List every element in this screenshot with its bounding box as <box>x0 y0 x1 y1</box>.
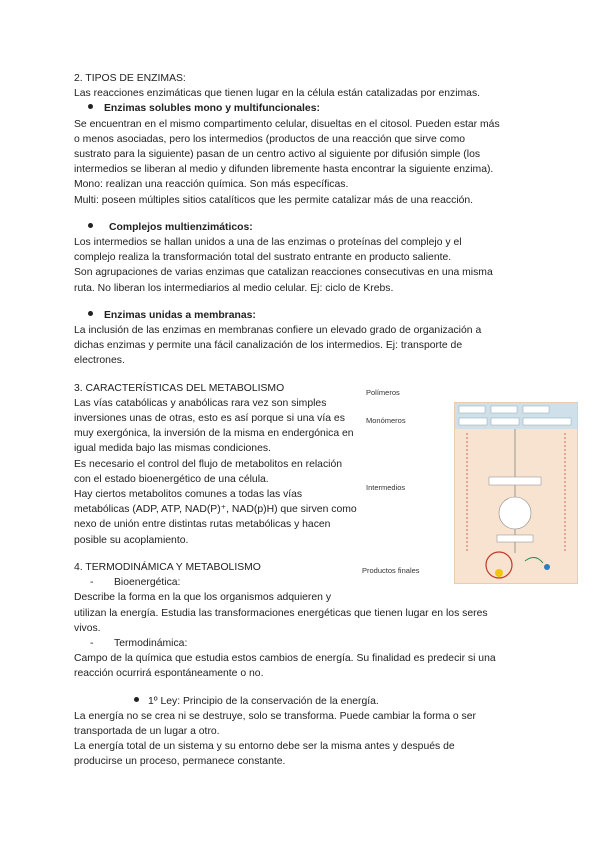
text-line: nexo de unión entre distintas rutas metabólicas y hacen <box>74 519 331 531</box>
text-line: Hay ciertos metabolitos comunes a todas las vías <box>74 489 303 501</box>
label-polimeros: Polímeros <box>366 388 400 397</box>
text-line: con el estado bioenergético de una célula. <box>74 473 269 485</box>
text-line: Se encuentran en el mismo compartimento celular, disueltas en el citosol. Pueden estar más <box>74 118 500 130</box>
text-line: La energía no se crea ni se destruye, solo se transforma. Puede cambiar la forma o ser <box>74 710 476 722</box>
label-productos-finales: Productos finales <box>362 566 420 575</box>
bullet-primera-ley <box>74 694 534 709</box>
krebs-cycle <box>499 497 531 529</box>
section-3-body <box>74 396 379 548</box>
text-line: La energía total de un sistema y su entorno debe ser la misma antes y después de <box>74 741 455 753</box>
text-line: vivos. <box>74 622 101 634</box>
enzimas-solubles-title: Enzimas solubles mono y multifuncionales: <box>104 103 320 115</box>
box-polimero-2 <box>491 406 517 413</box>
metabolism-figure <box>362 388 576 584</box>
text-line: Es necesario el control del flujo de metabolitos en relación <box>74 458 343 470</box>
bullet-dot-icon <box>88 311 93 316</box>
blue-drop-icon <box>544 564 550 570</box>
pathway-drawing <box>455 403 577 583</box>
box-monomero-3 <box>523 418 571 425</box>
text-line: posible su acoplamiento. <box>74 534 189 546</box>
text-line: sustrato para la siguiente) pasan de un centro activo al siguiente por difusión simple (los <box>74 149 481 161</box>
text-line: Mono: realizan una reacción química. Son más específicas. <box>74 179 349 191</box>
text-line: Multi: poseen múltiples sitios catalíticos que les permite catalizar más de una reacción. <box>74 194 474 206</box>
bioenergetica-title: Bioenergética: <box>114 577 181 589</box>
termodinamica-title: Termodinámica: <box>114 637 188 649</box>
atp-sun-icon <box>495 569 503 577</box>
box-polimero-1 <box>459 406 485 413</box>
bullet-dot-icon <box>134 697 139 702</box>
text-line: metabólicas (ADP, ATP, NAD(P)⁺, NAD(p)H) que sirven como <box>74 504 357 516</box>
bullet-complejos <box>74 220 534 235</box>
section-2-heading: 2. TIPOS DE ENZIMAS: <box>74 73 186 84</box>
section-3-heading: 3. CARACTERÍSTICAS DEL METABOLISMO <box>74 382 285 394</box>
text-line: transportada de un lugar a otro. <box>74 725 220 737</box>
bullet-dot-icon <box>88 223 93 228</box>
box-polimero-3 <box>523 406 549 413</box>
text-line: Campo de la química que estudia estos cambios de energía. Su finalidad es predecir si una <box>74 653 496 665</box>
metabolic-pathway-diagram <box>454 402 578 584</box>
dash-icon: - <box>90 637 94 649</box>
primera-ley-title: 1º Ley: Principio de la conservación de la energía. <box>148 695 379 707</box>
text-line: producirse un proceso, permanece constante. <box>74 756 286 768</box>
dash-termodinamica <box>74 636 534 651</box>
text-line: complejo realiza la transformación total del sustrato entrante en producto saliente. <box>74 252 452 264</box>
box-cadena <box>497 535 533 542</box>
text-line: intermedios se liberan al medio y difunden libremente hasta encontrar la siguiente enzima). <box>74 164 494 176</box>
text-line: Las vías catabólicas y anabólicas rara vez son simples <box>74 397 327 409</box>
bullet-membranas <box>74 308 534 323</box>
text-line: ruta. No liberan los intermediarios al medio celular. Ej: ciclo de Krebs. <box>74 282 394 294</box>
bullet-dot-icon <box>88 104 93 109</box>
box-acetil-coa <box>489 477 541 485</box>
text-line: reacción ocurrirá espontáneamente o no. <box>74 668 264 680</box>
text-line: electrones. <box>74 355 125 367</box>
text-line: o menos asociadas, pero los intermedios (productos de una reacción que sirve como <box>74 133 466 145</box>
section-4-heading: 4. TERMODINÁMICA Y METABOLISMO <box>74 561 261 573</box>
dash-icon: - <box>90 577 94 589</box>
label-monomeros: Monómeros <box>366 416 406 425</box>
text-line: muy exergónica, la inversión de la misma en endergónica en <box>74 428 354 440</box>
text-line: Los intermedios se hallan unidos a una de las enzimas o proteínas del complejo y el <box>74 237 462 249</box>
membranas-title: Enzimas unidas a membranas: <box>104 309 256 321</box>
text-line: Son agrupaciones de varias enzimas que catalizan reacciones consecutivas en una misma <box>74 267 493 279</box>
text-line: utilizan la energía. Estudia las transformaciones energéticas que tienen lugar en los seres <box>74 607 488 619</box>
box-monomero-1 <box>459 418 487 425</box>
bullet-enzimas-solubles <box>74 101 534 116</box>
text-line: igual medida bajo las mismas condiciones. <box>74 443 271 455</box>
complejos-title: Complejos multienzimáticos: <box>109 221 253 233</box>
text-line: inversiones unas de otras, esto es así porque si una vía es <box>74 413 345 425</box>
section-2-intro: Las reacciones enzimáticas que tienen lugar en la célula están catalizadas por enzimas. <box>74 88 481 100</box>
box-monomero-2 <box>491 418 519 425</box>
green-arrow <box>525 557 543 563</box>
label-intermedios: Intermedios <box>366 483 406 492</box>
text-line: dichas enzimas y permite una fácil canalización de los intermedios. Ej: transporte de <box>74 340 463 352</box>
text-line: La inclusión de las enzimas en membranas confiere un elevado grado de organización a <box>74 325 482 337</box>
text-line: Describe la forma en la que los organismos adquieren y <box>74 592 332 604</box>
